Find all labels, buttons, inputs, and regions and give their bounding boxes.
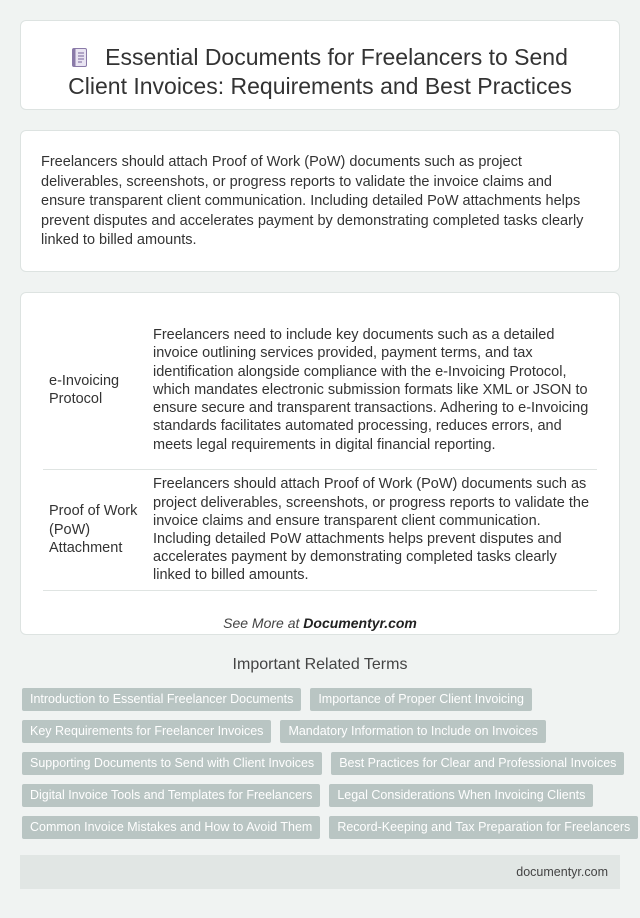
related-terms-list <box>22 688 631 848</box>
related-term-tag[interactable]: Importance of Proper Client Invoicing <box>310 688 532 711</box>
table-row <box>43 311 597 470</box>
related-term-tag[interactable]: Legal Considerations When Invoicing Clients <box>329 784 593 807</box>
related-term-tag[interactable]: Supporting Documents to Send with Client Invoices <box>22 752 322 775</box>
related-term-tag[interactable]: Mandatory Information to Include on Invoices <box>280 720 545 743</box>
document-icon <box>72 45 87 64</box>
page-title <box>41 43 599 101</box>
footer-site[interactable]: documentyr.com <box>516 865 608 879</box>
related-term-tag[interactable]: Record-Keeping and Tax Preparation for Freelancers <box>329 816 638 839</box>
related-term-tag[interactable]: Best Practices for Clear and Professional Invoices <box>331 752 624 775</box>
row-text: Freelancers should attach Proof of Work (PoW) documents such as project deliverables, screenshots, or progress reports to validate the invoice claims and ensure transparent client communication. Including detailed PoW attachments helps prevent disputes and accelerates payment by demonstrating completed tasks clearly linked to billed amounts. <box>153 476 590 584</box>
related-term-tag[interactable]: Introduction to Essential Freelancer Documents <box>22 688 301 711</box>
related-term-tag[interactable]: Digital Invoice Tools and Templates for Freelancers <box>22 784 320 807</box>
details-table-card <box>20 292 620 635</box>
see-more-link[interactable]: Documentyr.com <box>303 615 417 631</box>
related-term-tag[interactable]: Common Invoice Mistakes and How to Avoid Them <box>22 816 320 839</box>
related-terms-title: Important Related Terms <box>232 656 408 673</box>
page-title-text: Essential Documents for Freelancers to Send Client Invoices: Requirements and Best Practices <box>68 44 572 99</box>
row-label: e-Invoicing Protocol <box>43 311 149 469</box>
row-text: Freelancers need to include key documents such as a detailed invoice outlining services provided, payment terms, and tax identification alongside compliance with the e-Invoicing Protocol, which mandates electronic submission formats like XML or JSON to ensure secure and transparent transactions. Adhering to e-Invoicing standards facilitates automated processing, reduces errors, and meets legal requirements in digital financial reporting. <box>153 327 589 453</box>
row-label: Proof of Work (PoW) Attachment <box>43 470 149 590</box>
table-row <box>43 470 597 591</box>
footer <box>20 855 620 889</box>
intro-text: Freelancers should attach Proof of Work (PoW) documents such as project deliverables, screenshots, or progress reports to validate the invoice claims and ensure transparent client communication. Including detailed PoW attachments helps prevent disputes and accelerates payment by demonstrating completed tasks clearly linked to billed amounts. <box>41 154 584 248</box>
related-term-tag[interactable]: Key Requirements for Freelancer Invoices <box>22 720 271 743</box>
see-more-prefix: See More at <box>223 615 304 631</box>
title-card <box>20 20 620 110</box>
see-more-line <box>43 615 597 631</box>
intro-card <box>20 130 620 272</box>
